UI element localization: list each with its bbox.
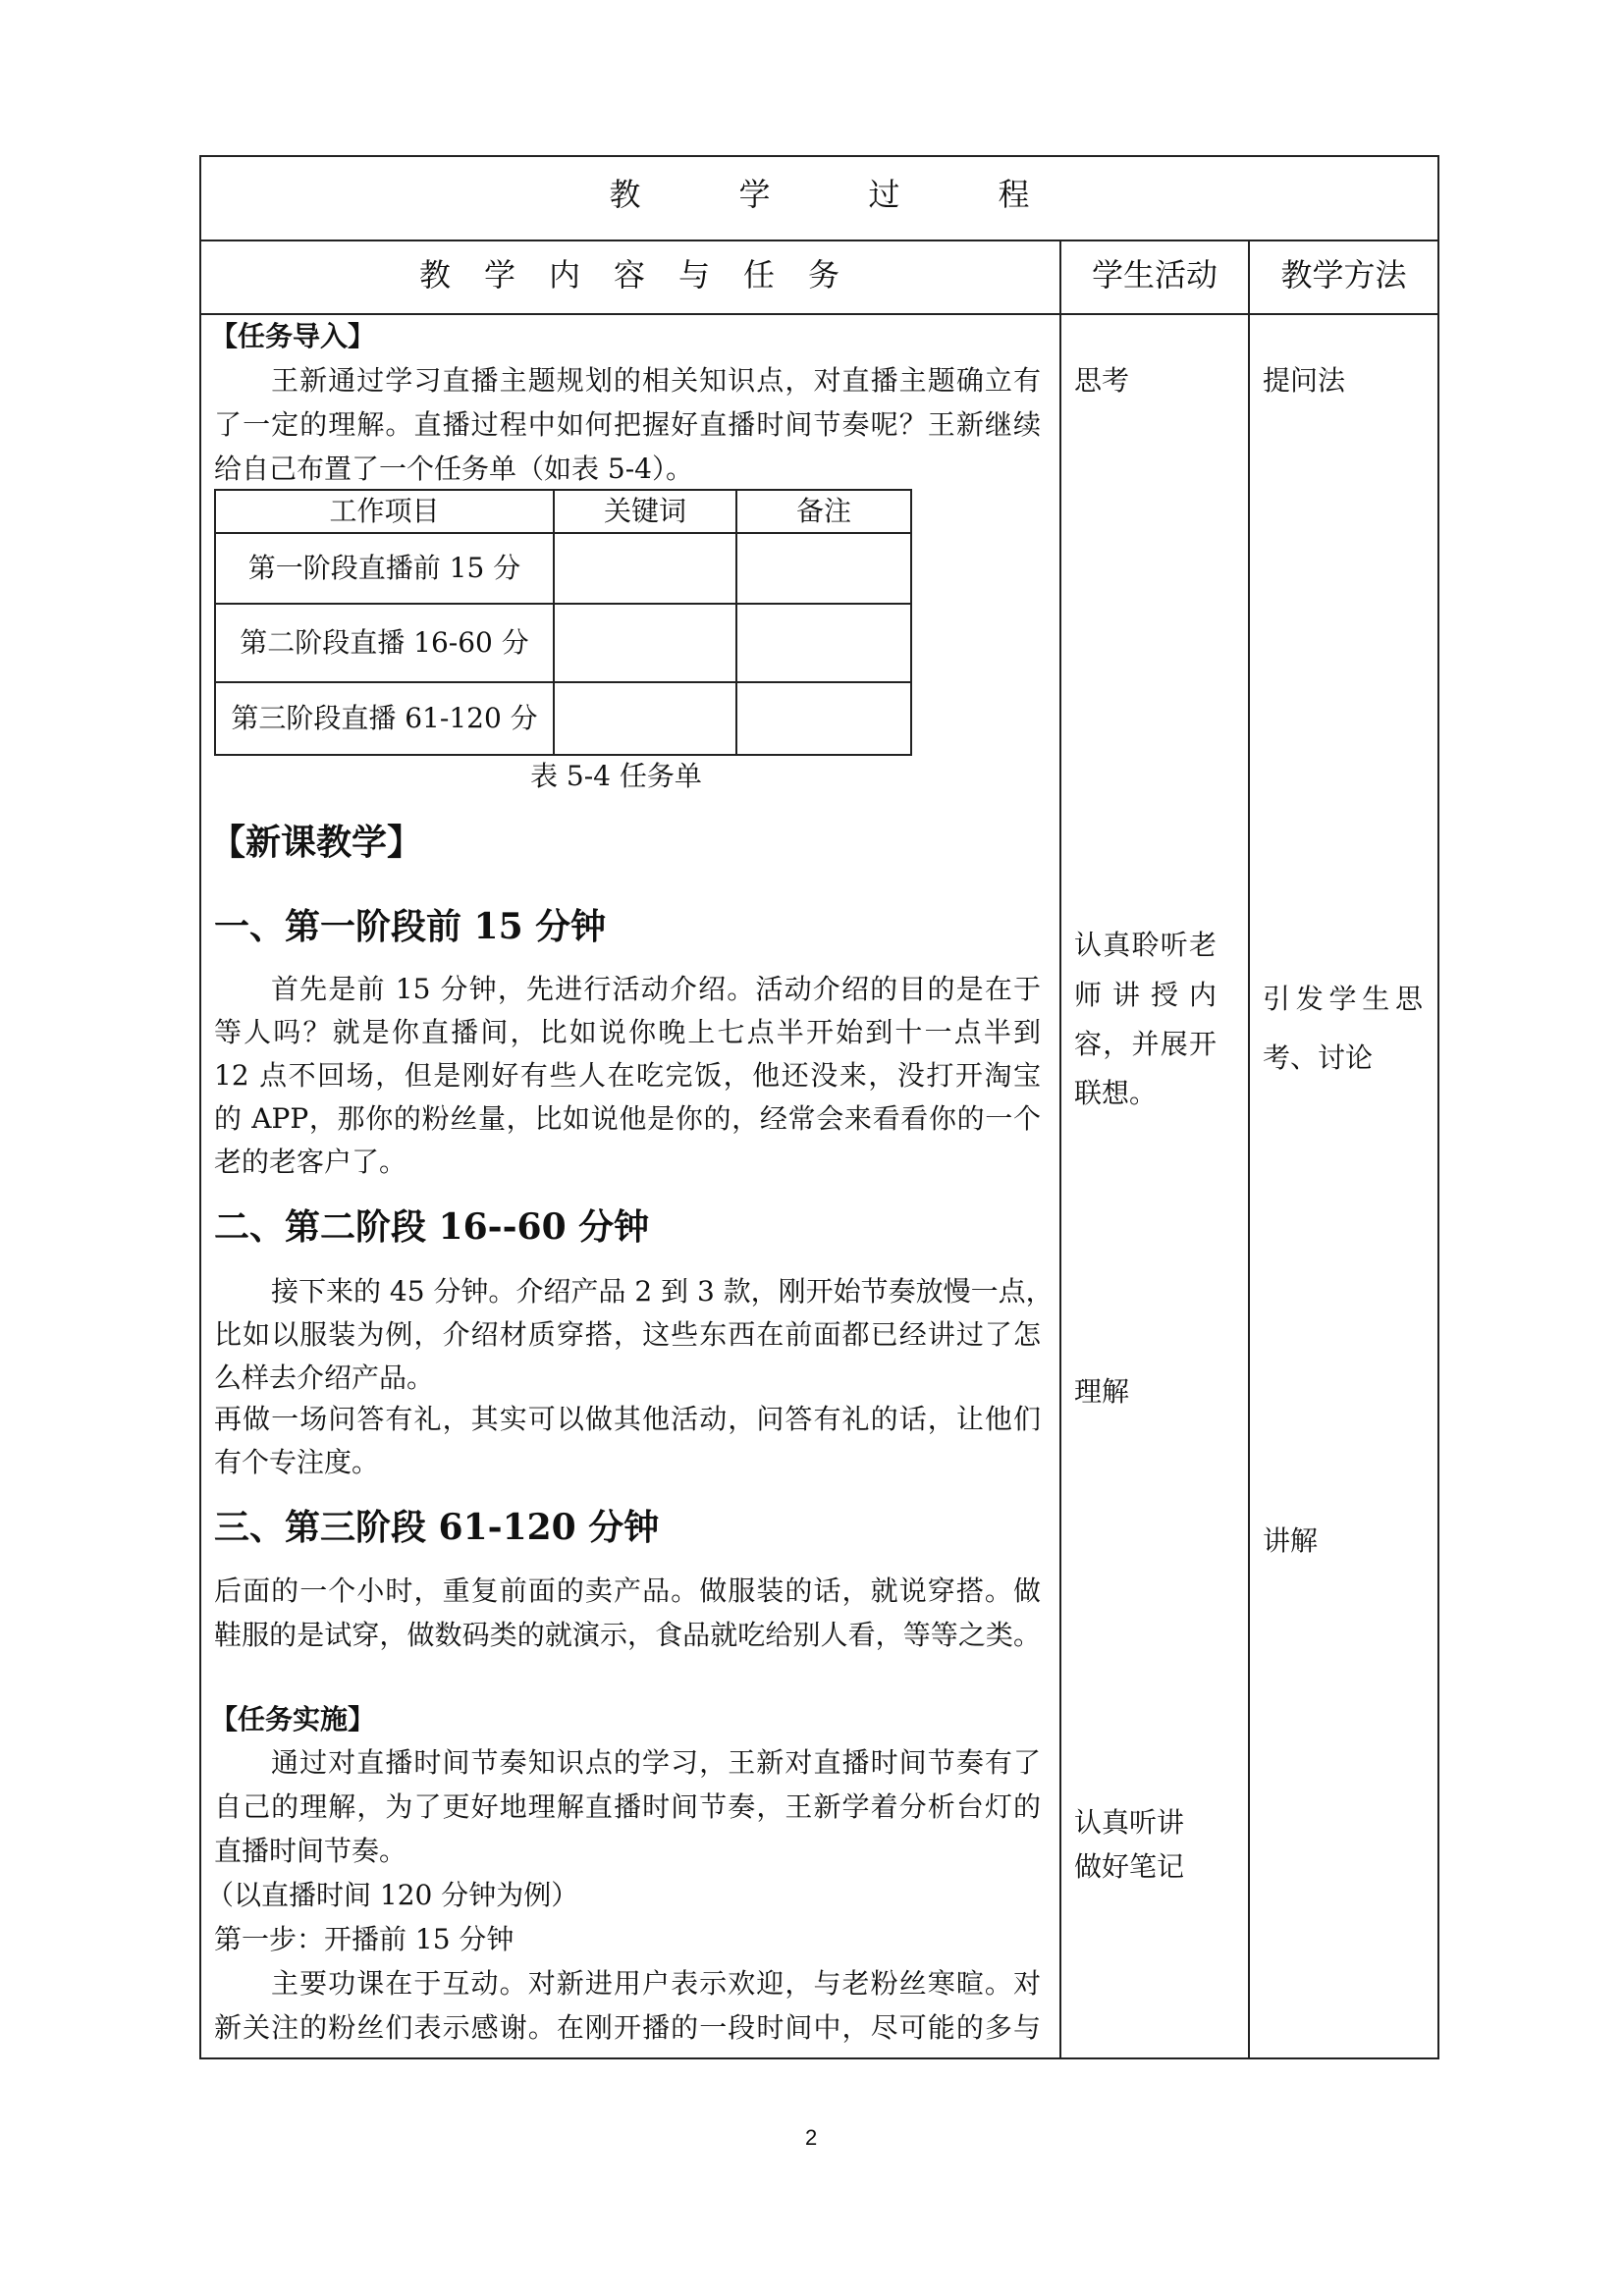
section-3-line: 后面的一个小时，重复前面的卖产品。做服装的话，就说穿搭。做	[214, 1575, 1041, 1607]
column-divider-2	[1248, 240, 1250, 2059]
section-2-line: 再做一场问答有礼，其实可以做其他活动，问答有礼的话，让他们	[214, 1403, 1041, 1435]
task-table-header: 工作项目	[329, 495, 440, 527]
section-1-line: 12 点不回场，但是刚好有些人在吃完饭，他还没来，没打开淘宝	[214, 1059, 1041, 1092]
section-2-heading: 二、第二阶段 16--60 分钟	[214, 1206, 650, 1248]
implementation-line: 主要功课在于互动。对新进用户表示欢迎，与老粉丝寒暄。对	[271, 1967, 1041, 2000]
section-1-line: 首先是前 15 分钟，先进行活动介绍。活动介绍的目的是在于	[271, 973, 1041, 1005]
intro-line: 给自己布置了一个任务单（如表 5-4）。	[214, 453, 693, 485]
implementation-line: 第一步：开播前 15 分钟	[214, 1923, 514, 1955]
table-border-header	[199, 313, 1439, 315]
table-border-bottom	[199, 2057, 1439, 2059]
student-activity-line: 联想。	[1074, 1077, 1158, 1109]
table-border-left	[199, 155, 201, 2059]
method-line: 考、讨论	[1263, 1041, 1374, 1074]
section-2-line: 么样去介绍产品。	[214, 1362, 435, 1394]
student-activity-line: 做好笔记	[1074, 1850, 1185, 1883]
column-divider-1	[1059, 240, 1061, 2059]
student-activity-line: 容，并展开	[1074, 1028, 1217, 1060]
intro-line: 王新通过学习直播主题规划的相关知识点，对直播主题确立有	[271, 364, 1041, 397]
section-3-line: 鞋服的是试穿，做数码类的就演示，食品就吃给别人看，等等之类。	[214, 1619, 1041, 1651]
page-number: 2	[805, 2125, 818, 2150]
task-table-caption: 表 5-4 任务单	[530, 760, 702, 792]
header-content: 教学内容与任务	[418, 256, 873, 294]
student-activity-understand: 理解	[1074, 1375, 1130, 1408]
student-activity-line: 师讲授内	[1074, 979, 1217, 1011]
implementation-line: 直播时间节奏。	[214, 1835, 407, 1867]
method-lecture: 讲解	[1263, 1524, 1319, 1557]
table-title: 教学过程	[609, 176, 1128, 213]
method-questioning: 提问法	[1263, 364, 1346, 397]
section-3-heading: 三、第三阶段 61-120 分钟	[214, 1507, 660, 1548]
new-lesson-heading: 【新课教学】	[210, 822, 423, 863]
implementation-line: （以直播时间 120 分钟为例）	[206, 1879, 579, 1911]
header-student-activity: 学生活动	[1091, 256, 1218, 294]
student-activity-think: 思考	[1074, 364, 1130, 397]
implementation-line: 通过对直播时间节奏知识点的学习，王新对直播时间节奏有了	[271, 1746, 1041, 1779]
section-1-heading: 一、第一阶段前 15 分钟	[214, 906, 607, 947]
task-table-cell: 第一阶段直播前 15 分	[247, 552, 521, 584]
section-1-line: 的 APP，那你的粉丝量，比如说他是你的，经常会来看看你的一个	[214, 1102, 1041, 1135]
table-border-top	[199, 155, 1439, 157]
student-activity-line: 认真听讲	[1074, 1806, 1185, 1839]
header-teaching-method: 教学方法	[1280, 256, 1407, 294]
intro-heading: 【任务导入】	[210, 320, 376, 352]
task-table-cell: 第二阶段直播 16-60 分	[240, 626, 529, 659]
task-table-header: 关键词	[603, 495, 686, 527]
task-table-cell: 第三阶段直播 61-120 分	[231, 702, 538, 734]
section-2-line: 有个专注度。	[214, 1446, 380, 1478]
table-border-title	[199, 240, 1439, 241]
implementation-heading: 【任务实施】	[210, 1703, 376, 1735]
section-2-line: 接下来的 45 分钟。介绍产品 2 到 3 款，刚开始节奏放慢一点，	[271, 1275, 1054, 1308]
table-border-right	[1437, 155, 1439, 2059]
section-2-line: 比如以服装为例，介绍材质穿搭，这些东西在前面都已经讲过了怎	[214, 1318, 1041, 1351]
task-table-header: 备注	[795, 495, 851, 527]
implementation-line: 新关注的粉丝们表示感谢。在刚开播的一段时间中，尽可能的多与	[214, 2011, 1041, 2044]
student-activity-line: 认真聆听老	[1074, 929, 1217, 961]
intro-line: 了一定的理解。直播过程中如何把握好直播时间节奏呢？王新继续	[214, 408, 1041, 441]
section-1-line: 等人吗？就是你直播间，比如说你晚上七点半开始到十一点半到	[214, 1016, 1041, 1048]
implementation-line: 自己的理解，为了更好地理解直播时间节奏，王新学着分析台灯的	[214, 1790, 1041, 1823]
section-1-line: 老的老客户了。	[214, 1146, 407, 1178]
method-line: 引发学生思	[1263, 983, 1423, 1015]
